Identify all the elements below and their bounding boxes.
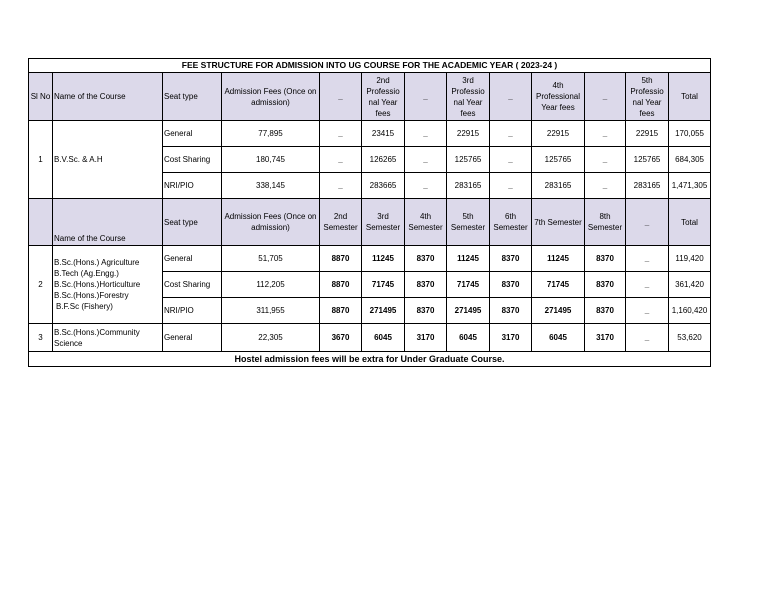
header-cell: 7th Semester [532, 199, 585, 246]
header-cell: Total [669, 73, 711, 121]
total-cell: 170,055 [669, 121, 711, 147]
fee-cell: 283165 [626, 173, 669, 199]
header-cell: Sl No [29, 73, 53, 121]
serial-number: 1 [29, 121, 53, 199]
seat-type: General [163, 121, 222, 147]
header-cell: Total [669, 199, 711, 246]
fee-cell: 8870 [320, 272, 362, 298]
fee-cell: 6045 [447, 324, 490, 352]
fee-cell: 3170 [405, 324, 447, 352]
fee-cell: _ [626, 324, 669, 352]
fee-cell: 8370 [490, 272, 532, 298]
fee-cell: 11245 [532, 246, 585, 272]
fee-cell: 8370 [405, 246, 447, 272]
header-cell: 4th Professional Year fees [532, 73, 585, 121]
header-cell: 5th Semester [447, 199, 490, 246]
table-row [29, 121, 711, 147]
header-cell: Seat type [163, 199, 222, 246]
header-cell: 6th Semester [490, 199, 532, 246]
fee-cell: 125765 [447, 147, 490, 173]
course-name: B.Sc.(Hons.) Agriculture [54, 258, 140, 267]
fee-cell: 8370 [585, 246, 626, 272]
header-cell: _ [585, 73, 626, 121]
seat-type: NRI/PIO [163, 173, 222, 199]
fee-cell: 125765 [532, 147, 585, 173]
fee-cell: _ [405, 147, 447, 173]
fee-cell: 126265 [362, 147, 405, 173]
header-cell: _ [490, 73, 532, 121]
fee-cell: _ [490, 147, 532, 173]
fee-cell: _ [585, 121, 626, 147]
total-cell: 361,420 [669, 272, 711, 298]
header-cell: 3rd Semester [362, 199, 405, 246]
fee-cell: _ [585, 147, 626, 173]
fee-cell: 71745 [447, 272, 490, 298]
seat-type: General [163, 246, 222, 272]
fee-cell: 8870 [320, 298, 362, 324]
fee-cell: 6045 [362, 324, 405, 352]
course-name: B.Tech (Ag.Engg.) [54, 269, 119, 278]
table-row [29, 246, 711, 272]
header-course-label: Name of the Course [54, 233, 126, 243]
fee-cell: 271495 [532, 298, 585, 324]
seat-type: Cost Sharing [163, 147, 222, 173]
course-name: B.Sc.(Hons.)Community Science [53, 324, 163, 352]
header-cell: 2nd Professio nal Year fees [362, 73, 405, 121]
fee-cell: 22915 [532, 121, 585, 147]
total-cell: 684,305 [669, 147, 711, 173]
header-cell [29, 199, 53, 246]
total-cell: 53,620 [669, 324, 711, 352]
fee-cell: _ [320, 147, 362, 173]
total-cell: 119,420 [669, 246, 711, 272]
serial-number: 2 [29, 246, 53, 324]
fee-cell: 180,745 [222, 147, 320, 173]
header-cell: _ [320, 73, 362, 121]
fee-cell: 6045 [532, 324, 585, 352]
seat-type: NRI/PIO [163, 298, 222, 324]
header-row-1 [29, 73, 711, 121]
fee-cell: 8370 [405, 272, 447, 298]
fee-cell: 283665 [362, 173, 405, 199]
course-name: B.Sc.(Hons.)Forestry [54, 291, 129, 300]
fee-cell: 11245 [362, 246, 405, 272]
fee-cell: 71745 [362, 272, 405, 298]
serial-number: 3 [29, 324, 53, 352]
fee-structure-table [28, 58, 711, 367]
table-title: FEE STRUCTURE FOR ADMISSION INTO UG COURSE FOR THE ACADEMIC YEAR ( 2023-24 ) [29, 59, 711, 73]
fee-cell: _ [626, 298, 669, 324]
fee-cell: 3170 [490, 324, 532, 352]
fee-cell: _ [626, 246, 669, 272]
fee-cell: 8370 [405, 298, 447, 324]
seat-type: Cost Sharing [163, 272, 222, 298]
header-cell: 8th Semester [585, 199, 626, 246]
header-row-2 [29, 199, 711, 246]
fee-cell: 125765 [626, 147, 669, 173]
fee-cell: 8370 [490, 246, 532, 272]
fee-cell: 311,955 [222, 298, 320, 324]
fee-cell: 8370 [585, 298, 626, 324]
total-cell: 1,160,420 [669, 298, 711, 324]
fee-cell: 22915 [447, 121, 490, 147]
header-cell: _ [626, 199, 669, 246]
fee-cell: 23415 [362, 121, 405, 147]
fee-cell: _ [405, 121, 447, 147]
fee-cell: 22,305 [222, 324, 320, 352]
fee-cell: 3670 [320, 324, 362, 352]
fee-cell: 271495 [447, 298, 490, 324]
fee-cell: 8870 [320, 246, 362, 272]
header-cell: Name of the Course [53, 73, 163, 121]
header-cell: Admission Fees (Once on admission) [222, 73, 320, 121]
header-cell: 5th Professio nal Year fees [626, 73, 669, 121]
course-name: B.F.Sc (Fishery) [56, 302, 113, 311]
fee-cell: _ [585, 173, 626, 199]
fee-cell: 8370 [490, 298, 532, 324]
header-cell: 3rd Professio nal Year fees [447, 73, 490, 121]
fee-cell: 11245 [447, 246, 490, 272]
fee-cell: _ [320, 121, 362, 147]
table-row [29, 324, 711, 352]
header-cell [53, 199, 163, 246]
fee-cell: _ [490, 173, 532, 199]
fee-cell: _ [320, 173, 362, 199]
fee-cell: 283165 [532, 173, 585, 199]
fee-cell: 71745 [532, 272, 585, 298]
footer-note: Hostel admission fees will be extra for Under Graduate Course. [29, 352, 711, 367]
fee-cell: 112,205 [222, 272, 320, 298]
fee-cell: _ [626, 272, 669, 298]
total-cell: 1,471,305 [669, 173, 711, 199]
header-cell: 4th Semester [405, 199, 447, 246]
fee-cell: 271495 [362, 298, 405, 324]
fee-cell: 77,895 [222, 121, 320, 147]
fee-cell: 51,705 [222, 246, 320, 272]
header-cell: 2nd Semester [320, 199, 362, 246]
fee-cell: 338,145 [222, 173, 320, 199]
fee-cell: 283165 [447, 173, 490, 199]
header-cell: Admission Fees (Once on admission) [222, 199, 320, 246]
course-name-list [53, 246, 163, 324]
fee-cell: _ [490, 121, 532, 147]
fee-cell: _ [405, 173, 447, 199]
header-cell: _ [405, 73, 447, 121]
fee-cell: 8370 [585, 272, 626, 298]
course-name: B.Sc.(Hons.)Horticulture [54, 280, 141, 289]
seat-type: General [163, 324, 222, 352]
fee-cell: 22915 [626, 121, 669, 147]
fee-cell: 3170 [585, 324, 626, 352]
course-name: B.V.Sc. & A.H [53, 121, 163, 199]
header-cell: Seat type [163, 73, 222, 121]
